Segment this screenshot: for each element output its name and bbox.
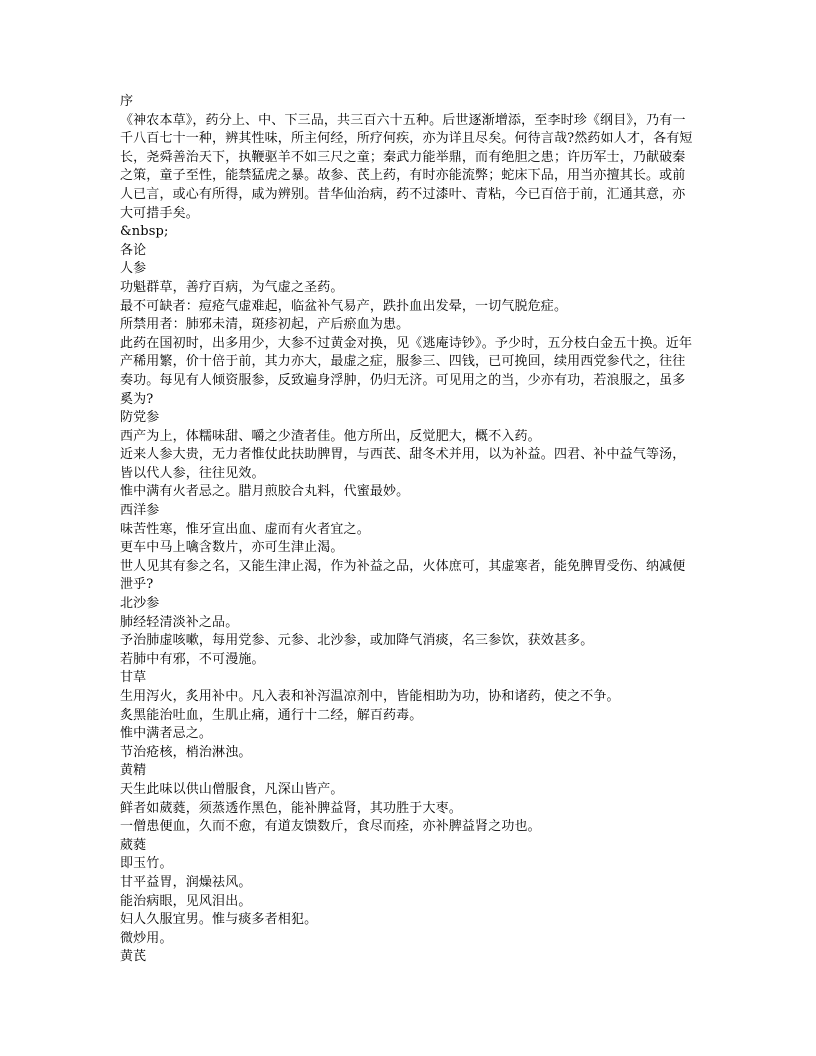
entry-line: 节治疮核，梢治淋浊。: [120, 744, 252, 760]
entry-title-beishashen: 北沙参: [120, 596, 160, 612]
entry-line: 予治肺虚咳嗽，每用党参、元参、北沙参，或加降气消痰，名三参饮，获效甚多。: [120, 633, 594, 649]
entry-title-huangqi: 黄芪: [120, 949, 147, 965]
entry-line: 世人见其有参之名，又能生津止渴，作为补益之品，火体庶可，其虚寒者，能免脾胃受伤、纳减便泄乎?: [120, 558, 686, 593]
preface-body: 《神农本草》，药分上、中、下三品，共三百六十五种。后世逐渐增添，至李时珍《纲目》，乃有一千八百七十一种，辨其性味，所主何经，所疗何疾，亦为详且尽矣。何待言哉?然药如人才，各有短长，尧舜善治天下，执鞭驱羊不如三尺之童；秦武力能举鼎，而有绝胆之患；许历军士，乃献破秦之策，童子至性，能禁猛虎之暴。故参、芪上药，有时亦能流弊；蛇床下品，用当亦擅其长。或前人已言，或心有所得，咸为辨别。昔华仙治病，药不过漆叶、青粘，今已百倍于前，汇通其意，亦大可措手矣。: [120, 112, 693, 221]
entry-line: 西产为上，体糯味甜、嚼之少渣者佳。他方所出，反觉肥大，概不入药。: [120, 428, 541, 444]
entry-line: 味苦性寒，惟牙宣出血、虚而有火者宜之。: [120, 521, 370, 537]
entry-title-xiyangshen: 西洋参: [120, 503, 160, 519]
entry-line: 所禁用者：肺邪未清，斑疹初起，产后瘀血为患。: [120, 317, 410, 333]
entry-line: 甘平益胃，润燥祛风。: [120, 874, 252, 890]
entry-title-fangdangshen: 防党参: [120, 410, 160, 426]
entry-title-weirui: 葳蕤: [120, 837, 147, 853]
entry-line: 微炒用。: [120, 930, 173, 946]
entry-line: 炙黑能治吐血，生肌止痛，通行十二经，解百药毒。: [120, 707, 423, 723]
entry-line: 能治病眼，见风泪出。: [120, 893, 252, 909]
entry-line: 近来人参大贵，无力者惟仗此扶助脾胃，与西芪、甜冬术并用，以为补益。四君、补中益气等汤，皆以代人参，往往见效。: [120, 447, 686, 481]
entry-line: 若肺中有邪，不可漫施。: [120, 651, 265, 667]
entry-title-gancao: 甘草: [120, 670, 147, 686]
entry-line: 惟中满者忌之。: [120, 726, 213, 742]
entry-line: 肺经轻清淡补之品。: [120, 614, 239, 630]
entry-line: 此药在国初时，出多用少，大参不过黄金对换，见《逃庵诗钞》。予少时，五分枝白金五十换。近年产稀用繁，价十倍于前，其力亦大，最虚之症，服参三、四钱，已可挽回，续用西党参代之，往往奏功。每见有人倾资服参，反致遍身浮肿，仍归无济。可见用之的当，少亦有功，若浪服之，虽多奚为?: [120, 335, 693, 407]
entry-title-huangjing: 黄精: [120, 763, 147, 779]
entry-line: 功魁群草，善疗百病，为气虚之圣药。: [120, 279, 344, 295]
entry-line: 惟中满有火者忌之。腊月煎胶合丸料，代蜜最妙。: [120, 484, 410, 500]
document-page: [120, 93, 698, 967]
entry-line: 生用泻火，炙用补中。凡入表和补泻温凉剂中，皆能相助为功，协和诸药，使之不争。: [120, 689, 620, 704]
section-title: 各论: [120, 242, 147, 258]
entry-line: 妇人久服宜男。惟与痰多者相犯。: [120, 912, 318, 928]
entry-line: 最不可缺者：痘疮气虚难起，临盆补气易产，跌扑血出发晕，一切气脱危症。: [120, 298, 568, 314]
preface-title: 序: [120, 94, 134, 109]
entry-line: 鲜者如葳蕤，须蒸透作黑色，能补脾益肾，其功胜于大枣。: [120, 800, 462, 816]
entry-line: 即玉竹。: [120, 856, 173, 872]
entry-line: 更车中马上噙含数片，亦可生津止渴。: [120, 540, 344, 556]
entry-title-renshen: 人参: [120, 261, 147, 277]
spacer-text: &nbsp;: [120, 224, 169, 240]
entry-line: 一僧患便血，久而不愈，有道友馈数斤，食尽而痊，亦补脾益肾之功也。: [120, 819, 541, 835]
entry-line: 天生此味以供山僧服食，凡深山皆产。: [120, 781, 344, 797]
